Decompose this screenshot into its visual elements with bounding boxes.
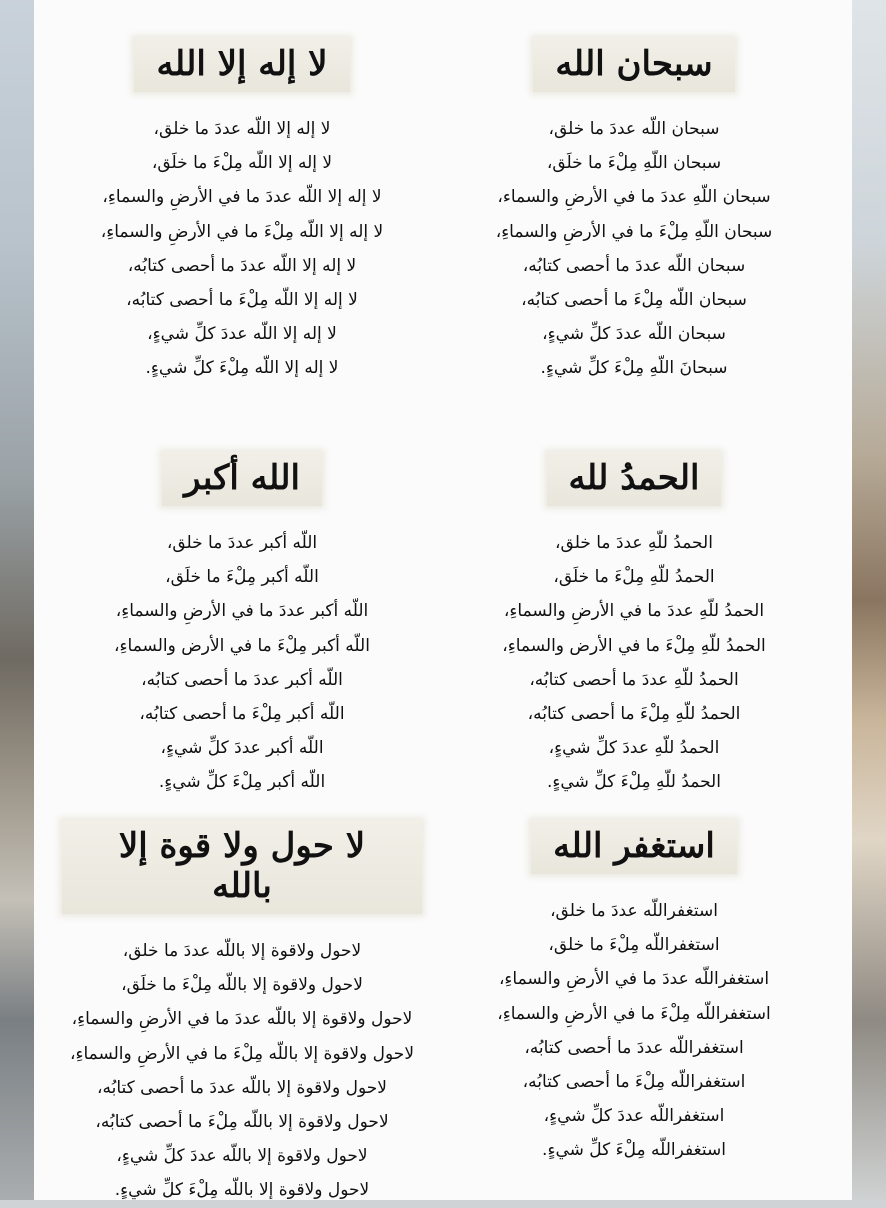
dhikr-list — [62, 112, 422, 386]
dhikr-line: الحمدُ للّهِ مِلْءَ ما خلَق، — [553, 567, 715, 588]
dhikr-line: لاحول ولاقوة إلا باللّه عددَ ما في الأرضِ والسماءِ، — [71, 1009, 413, 1030]
dhikr-line: سبحان اللّه مِلْءَ ما أحصى كتابُه، — [521, 289, 747, 310]
dhikr-line: استغفراللّه عددَ كلِّ شيءٍ، — [543, 1106, 725, 1127]
dhikr-line: استغفراللّه عددَ ما أحصى كتابُه، — [524, 1037, 744, 1058]
dhikr-line: لا إله إلا اللّه مِلْءَ ما خلَق، — [151, 153, 333, 174]
dhikr-line: الحمدُ للّهِ عددَ ما أحصى كتابُه، — [529, 669, 739, 690]
section-heading: الحمدُ لله — [547, 452, 722, 506]
dhikr-line: سبحان اللّه عددَ ما خلق، — [548, 119, 720, 139]
dhikr-line: سبحان اللّه عددَ ما أحصى كتابُه، — [522, 255, 746, 276]
dhikr-line: استغفراللّه مِلْءَ ما أحصى كتابُه، — [522, 1071, 746, 1092]
section-subhanallah — [454, 38, 814, 386]
section-allahu-akbar — [62, 452, 422, 800]
dhikr-line: استغفراللّه عددَ ما خلق، — [550, 901, 718, 921]
dhikr-line: الحمدُ للّهِ عددَ ما في الأرضِ والسماءِ، — [503, 601, 765, 622]
dhikr-line: لا إله إلا اللّه عددَ ما خلق، — [153, 119, 331, 139]
dhikr-line: الحمدُ للّهِ مِلْءَ ما في الأرض والسماءِ، — [502, 635, 766, 656]
dhikr-line: اللّه أكبر عددَ ما في الأرضِ والسماءِ، — [115, 601, 369, 622]
dhikr-line: لا إله إلا اللّه عددَ ما في الأرضِ والسماءِ، — [102, 187, 382, 208]
dhikr-line: اللّه أكبر مِلْءَ كلِّ شيءٍ. — [158, 772, 326, 793]
dhikr-line: سبحان اللّهِ مِلْءَ ما خلَق، — [546, 153, 722, 174]
dhikr-line: اللّه أكبر مِلْءَ ما خلَق، — [165, 567, 319, 588]
dhikr-line: اللّه أكبر عددَ ما خلق، — [166, 533, 318, 553]
background-photo-right — [852, 0, 886, 1200]
dhikr-line: اللّه أكبر عددَ ما أحصى كتابُه، — [141, 669, 343, 690]
dhikr-line: استغفراللّه مِلْءَ ما خلق، — [548, 935, 720, 956]
dhikr-line: استغفراللّه مِلْءَ كلِّ شيءٍ. — [542, 1140, 726, 1161]
section-heading: الله أكبر — [162, 452, 322, 506]
dhikr-list — [454, 526, 814, 800]
dhikr-line: اللّه أكبر مِلْءَ ما أحصى كتابُه، — [139, 703, 345, 724]
section-heading: لا حول ولا قوة إلا بالله — [62, 820, 422, 914]
dhikr-line: اللّه أكبر مِلْءَ ما في الأرض والسماءِ، — [114, 635, 370, 656]
section-alhamdulillah — [454, 452, 814, 800]
section-heading: سبحان الله — [533, 38, 734, 92]
dhikr-list — [454, 894, 814, 1168]
dhikr-line: لاحول ولاقوة إلا باللّه مِلْءَ ما أحصى كتابُه، — [95, 1111, 389, 1132]
dhikr-line: لاحول ولاقوة إلا باللّه مِلْءَ ما خلَق، — [121, 975, 363, 996]
dhikr-line: الحمدُ للّهِ عددَ ما خلق، — [555, 533, 713, 553]
dhikr-line: لاحول ولاقوة إلا باللّه عددَ ما أحصى كتابُه، — [97, 1077, 387, 1098]
dhikr-line: سبحان اللّهِ مِلْءَ ما في الأرضِ والسماءِ، — [495, 221, 773, 242]
dhikr-line: لاحول ولاقوة إلا باللّه مِلْءَ كلِّ شيءٍ. — [114, 1180, 370, 1201]
dhikr-sheet — [34, 0, 852, 1200]
dhikr-line: اللّه أكبر عددَ كلِّ شيءٍ، — [160, 738, 324, 759]
section-la-ilaha-illallah — [62, 38, 422, 386]
section-heading: استغفر الله — [531, 820, 737, 874]
dhikr-line: الحمدُ للّهِ مِلْءَ ما أحصى كتابُه، — [527, 703, 741, 724]
dhikr-line: سبحان اللّه عددَ كلِّ شيءٍ، — [542, 324, 726, 345]
dhikr-line: لاحول ولاقوة إلا باللّه عددَ ما خلق، — [122, 941, 362, 961]
dhikr-list — [62, 934, 422, 1208]
dhikr-line: لاحول ولاقوة إلا باللّه عددَ كلِّ شيءٍ، — [116, 1146, 368, 1167]
section-heading: لا إله إلا الله — [134, 38, 349, 92]
section-astaghfirullah — [454, 820, 814, 1168]
background-photo-left — [0, 0, 34, 1200]
dhikr-line: سبحان اللّهِ عددَ ما في الأرضِ والسماء، — [497, 187, 771, 208]
dhikr-line: لا إله إلا اللّه مِلْءَ ما أحصى كتابُه، — [126, 289, 358, 310]
dhikr-line: الحمدُ للّهِ مِلْءَ كلِّ شيءٍ. — [547, 772, 721, 793]
dhikr-line: لا إله إلا اللّه مِلْءَ كلِّ شيءٍ. — [145, 358, 339, 379]
dhikr-line: استغفراللّه عددَ ما في الأرضِ والسماءِ، — [498, 969, 770, 990]
dhikr-line: استغفراللّه مِلْءَ ما في الأرضِ والسماءِ، — [497, 1003, 771, 1024]
dhikr-line: لا إله إلا اللّه مِلْءَ ما في الأرضِ والسماءِ، — [100, 221, 384, 242]
dhikr-list — [62, 526, 422, 800]
dhikr-line: سبحانَ اللّهِ مِلْءَ كلِّ شيءٍ. — [540, 358, 728, 379]
dhikr-line: لا إله إلا اللّه عددَ كلِّ شيءٍ، — [147, 324, 337, 345]
dhikr-line: لا إله إلا اللّه عددَ ما أحصى كتابُه، — [127, 255, 357, 276]
section-la-hawla — [62, 820, 422, 1208]
dhikr-line: الحمدُ للّهِ عددَ كلِّ شيءٍ، — [548, 738, 720, 759]
dhikr-line: لاحول ولاقوة إلا باللّه مِلْءَ ما في الأرضِ والسماءِ، — [69, 1043, 415, 1064]
dhikr-list — [454, 112, 814, 386]
